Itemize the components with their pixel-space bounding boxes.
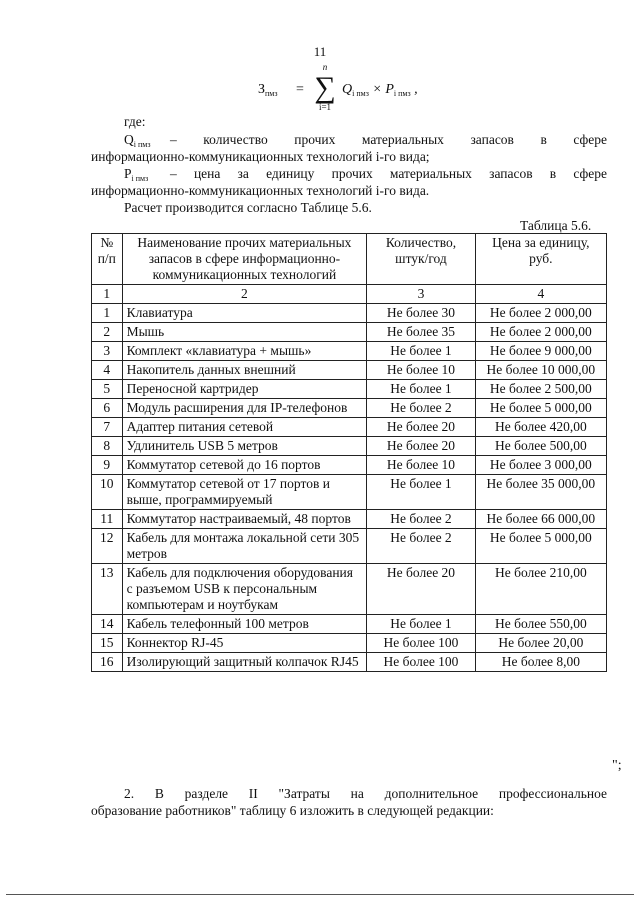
item-price: Не более 20,00 — [475, 634, 606, 653]
item-name: Адаптер питания сетевой — [122, 418, 367, 437]
where-label: где: — [124, 114, 146, 129]
table-row — [92, 456, 607, 475]
item-price: Не более 3 000,00 — [475, 456, 606, 475]
table-row — [92, 510, 607, 529]
item-name: Переносной картридер — [122, 380, 367, 399]
item-quantity: Не более 1 — [367, 475, 475, 510]
item-quantity: Не более 10 — [367, 456, 475, 475]
page-bottom-border — [6, 894, 634, 895]
row-number: 13 — [92, 564, 123, 615]
item-name: Коммутатор сетевой от 17 портов и выше, программируемый — [122, 475, 367, 510]
item-price: Не более 2 000,00 — [475, 323, 606, 342]
definition-p: $P_{i пмз}$ – цена за единицу прочих материальных запасов в сфере — [124, 166, 607, 183]
table-row — [92, 418, 607, 437]
item-price: Не более 420,00 — [475, 418, 606, 437]
item-price: Не более 5 000,00 — [475, 399, 606, 418]
item-price: Не более 10 000,00 — [475, 361, 606, 380]
table-caption: Таблица 5.6. — [520, 218, 592, 233]
item-quantity: Не более 1 — [367, 615, 475, 634]
table-closing-quote: "; — [612, 758, 622, 773]
table-row — [92, 399, 607, 418]
item-name: Комплект «клавиатура + мышь» — [122, 342, 367, 361]
table-numbering-row: 1 2 3 4 — [92, 285, 607, 304]
row-number: 2 — [92, 323, 123, 342]
row-number: 4 — [92, 361, 123, 380]
item-name: Коммутатор сетевой до 16 портов — [122, 456, 367, 475]
formula-equals: = — [296, 82, 304, 97]
header-price: Цена за единицу, руб. — [475, 234, 606, 285]
item-quantity: Не более 2 — [367, 529, 475, 564]
item-price: Не более 2 000,00 — [475, 304, 606, 323]
table-row — [92, 615, 607, 634]
calc-note: Расчет производится согласно Таблице 5.6. — [124, 200, 372, 215]
row-number: 11 — [92, 510, 123, 529]
item-price: Не более 9 000,00 — [475, 342, 606, 361]
row-number: 5 — [92, 380, 123, 399]
item-quantity: Не более 20 — [367, 437, 475, 456]
table-row — [92, 475, 607, 510]
table-row — [92, 342, 607, 361]
item-quantity: Не более 1 — [367, 380, 475, 399]
paragraph-2-line2: образование работников" таблицу 6 изложить в следующей редакции: — [91, 803, 494, 818]
definition-q-cont: информационно-коммуникационных технологий i-го вида; — [91, 149, 430, 164]
definition-q: $Q_{i пмз}$ – количество прочих материальных запасов в сфере — [124, 132, 607, 149]
item-quantity: Не более 2 — [367, 399, 475, 418]
item-quantity: Не более 2 — [367, 510, 475, 529]
row-number: 9 — [92, 456, 123, 475]
item-name: Коммутатор настраиваемый, 48 портов — [122, 510, 367, 529]
item-price: Не более 66 000,00 — [475, 510, 606, 529]
row-number: 10 — [92, 475, 123, 510]
item-price: Не более 35 000,00 — [475, 475, 606, 510]
table-row — [92, 529, 607, 564]
item-price: Не более 550,00 — [475, 615, 606, 634]
cost-formula — [250, 62, 450, 130]
row-number: 12 — [92, 529, 123, 564]
row-number: 1 — [92, 304, 123, 323]
item-name: Кабель для подключения оборудования с разъемом USB к персональным компьютерам и ноутбукам — [122, 564, 367, 615]
header-number: № п/п — [92, 234, 123, 285]
item-quantity: Не более 20 — [367, 564, 475, 615]
table-row — [92, 564, 607, 615]
item-quantity: Не более 100 — [367, 653, 475, 672]
item-name: Клавиатура — [122, 304, 367, 323]
item-name: Мышь — [122, 323, 367, 342]
formula-rhs: $Q_{i пмз} \times P_{i пмз}$ , — [342, 82, 418, 98]
item-name: Накопитель данных внешний — [122, 361, 367, 380]
row-number: 7 — [92, 418, 123, 437]
paragraph-2-line1: 2. В разделе II "Затраты на дополнительное профессиональное — [124, 786, 607, 801]
item-quantity: Не более 35 — [367, 323, 475, 342]
table-row — [92, 323, 607, 342]
row-number: 3 — [92, 342, 123, 361]
header-quantity: Количество, штук/год — [367, 234, 475, 285]
sum-symbol: n ∑ i=1 — [314, 62, 336, 112]
table-row — [92, 653, 607, 672]
item-name: Коннектор RJ-45 — [122, 634, 367, 653]
table-row — [92, 361, 607, 380]
item-name: Модуль расширения для IP-телефонов — [122, 399, 367, 418]
page-number: 11 — [313, 44, 327, 59]
item-name: Кабель телефонный 100 метров — [122, 615, 367, 634]
table-header-row — [92, 234, 607, 285]
definition-p-cont: информационно-коммуникационных технологий i-го вида. — [91, 183, 430, 198]
item-quantity: Не более 10 — [367, 361, 475, 380]
table-row — [92, 437, 607, 456]
item-quantity: Не более 100 — [367, 634, 475, 653]
item-quantity: Не более 30 — [367, 304, 475, 323]
item-price: Не более 2 500,00 — [475, 380, 606, 399]
item-name: Удлинитель USB 5 метров — [122, 437, 367, 456]
item-price: Не более 210,00 — [475, 564, 606, 615]
table-row — [92, 634, 607, 653]
item-price: Не более 8,00 — [475, 653, 606, 672]
row-number: 8 — [92, 437, 123, 456]
row-number: 6 — [92, 399, 123, 418]
row-number: 16 — [92, 653, 123, 672]
item-quantity: Не более 20 — [367, 418, 475, 437]
item-price: Не более 500,00 — [475, 437, 606, 456]
item-name: Кабель для монтажа локальной сети 305 метров — [122, 529, 367, 564]
item-name: Изолирующий защитный колпачок RJ45 — [122, 653, 367, 672]
header-name: Наименование прочих материальных запасов в сфере информационно-коммуникационных технологий — [122, 234, 367, 285]
table-row — [92, 380, 607, 399]
table-row — [92, 304, 607, 323]
formula-lhs: $З_{пмз}$ — [258, 82, 278, 98]
row-number: 15 — [92, 634, 123, 653]
item-quantity: Не более 1 — [367, 342, 475, 361]
materials-table — [91, 233, 607, 672]
row-number: 14 — [92, 615, 123, 634]
item-price: Не более 5 000,00 — [475, 529, 606, 564]
